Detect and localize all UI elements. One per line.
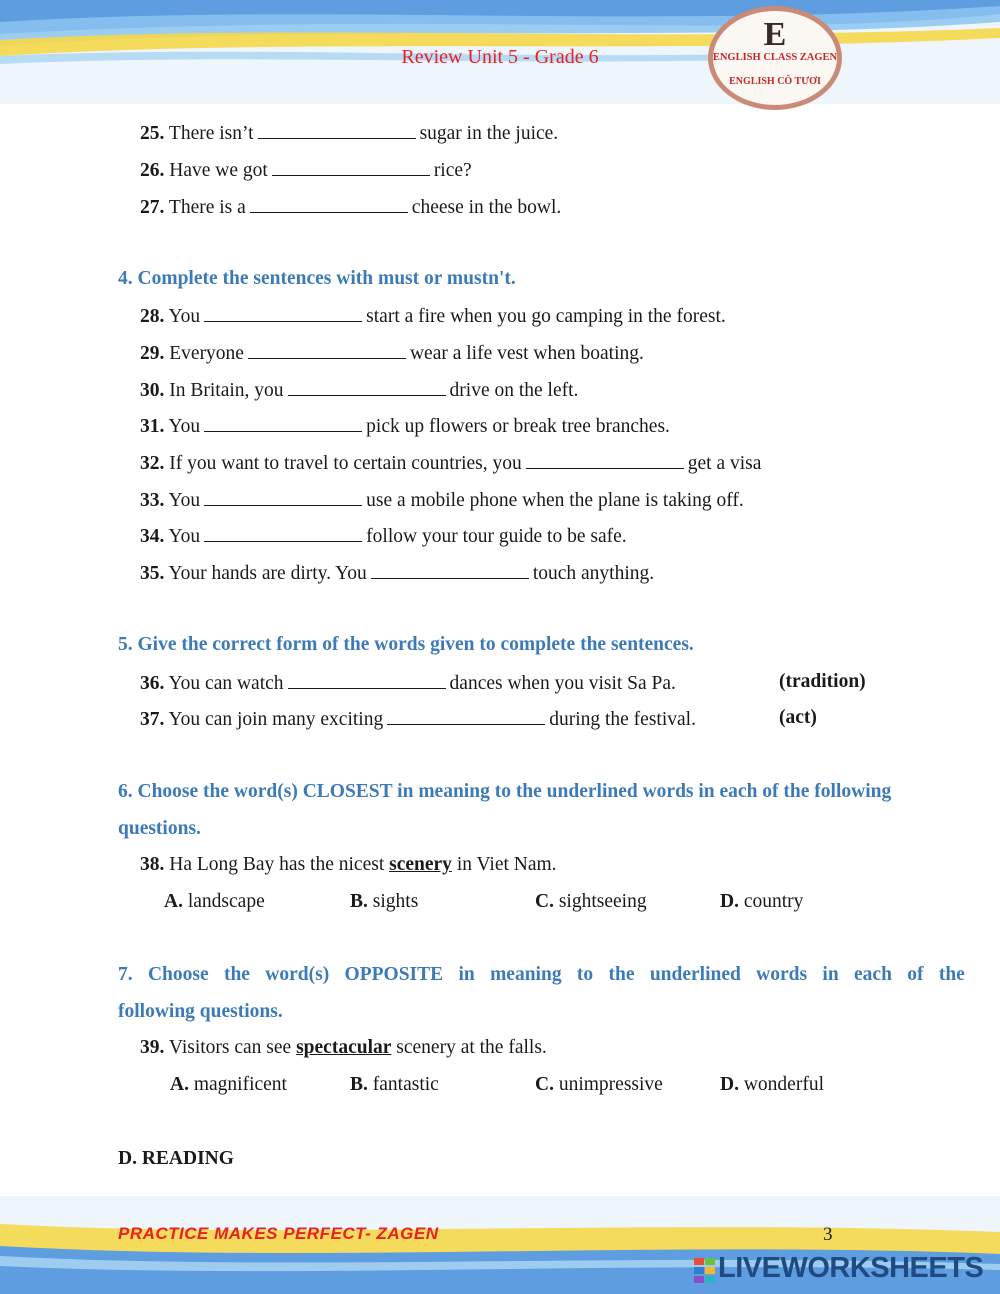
option-39-d[interactable]: D. wonderful [720, 1074, 824, 1095]
logo-letter: E [763, 16, 787, 53]
answer-blank[interactable] [258, 120, 416, 139]
answer-blank[interactable] [204, 523, 362, 542]
option-38-c[interactable]: C. sightseeing [535, 891, 647, 912]
footer-motto: PRACTICE MAKES PERFECT- ZAGEN [118, 1224, 439, 1243]
logo-text-sub: ENGLISH CÔ TƯƠI [729, 76, 821, 87]
liveworksheets-icon [694, 1258, 716, 1284]
option-38-b[interactable]: B. sights [350, 891, 419, 912]
section-5-heading: 5. Give the correct form of the words given to complete the sentences. [118, 634, 694, 655]
question-25: 25. There isn’t sugar in the juice. [140, 120, 558, 146]
answer-blank[interactable] [387, 706, 545, 725]
reading-heading: D. READING [118, 1148, 234, 1169]
question-30: 30. In Britain, you drive on the left. [140, 377, 578, 403]
answer-blank[interactable] [526, 450, 684, 469]
question-27: 27. There is a cheese in the bowl. [140, 194, 561, 220]
answer-blank[interactable] [250, 194, 408, 213]
section-6-heading: 6. Choose the word(s) CLOSEST in meaning to the underlined words in each of the following [118, 781, 892, 802]
word-hint-36: (tradition) [779, 671, 866, 692]
option-39-a[interactable]: A. magnificent [170, 1074, 287, 1095]
page-number: 3 [823, 1224, 833, 1245]
option-38-d[interactable]: D. country [720, 891, 804, 912]
question-28: 28. You start a fire when you go camping in the forest. [140, 303, 726, 329]
answer-blank[interactable] [272, 157, 430, 176]
answer-blank[interactable] [204, 487, 362, 506]
question-36: 36. You can watch dances when you visit Sa Pa. [140, 670, 676, 696]
question-39: 39. Visitors can see spectacular scenery at the falls. [140, 1037, 547, 1058]
section-6-heading-cont: questions. [118, 818, 201, 839]
answer-blank[interactable] [204, 413, 362, 432]
underlined-word: scenery [389, 854, 452, 875]
page-title: Review Unit 5 - Grade 6 [401, 46, 599, 68]
question-29: 29. Everyone wear a life vest when boating. [140, 340, 644, 366]
word-hint-37: (act) [779, 707, 817, 728]
answer-blank[interactable] [204, 303, 362, 322]
option-39-b[interactable]: B. fantastic [350, 1074, 439, 1095]
logo-text-main: ENGLISH CLASS ZAGEN [712, 52, 838, 63]
question-35: 35. Your hands are dirty. You touch anything. [140, 560, 654, 586]
question-38: 38. Ha Long Bay has the nicest scenery in Viet Nam. [140, 854, 557, 875]
section-4-heading: 4. Complete the sentences with must or mustn't. [118, 268, 516, 289]
answer-blank[interactable] [288, 377, 446, 396]
question-32: 32. If you want to travel to certain countries, you get a visa [140, 450, 761, 476]
question-37: 37. You can join many exciting during the festival. [140, 706, 696, 732]
question-31: 31. You pick up flowers or break tree branches. [140, 413, 670, 439]
question-26: 26. Have we got rice? [140, 157, 472, 183]
underlined-word: spectacular [296, 1037, 392, 1058]
answer-blank[interactable] [288, 670, 446, 689]
option-38-a[interactable]: A. landscape [164, 891, 265, 912]
section-7-heading-cont: following questions. [118, 1001, 283, 1022]
answer-blank[interactable] [371, 560, 529, 579]
question-34: 34. You follow your tour guide to be safe. [140, 523, 627, 549]
question-33: 33. You use a mobile phone when the plane is taking off. [140, 487, 744, 513]
answer-blank[interactable] [248, 340, 406, 359]
liveworksheets-logo[interactable]: LIVEWORKSHEETS [718, 1252, 984, 1284]
section-7-heading: 7. Choose the word(s) OPPOSITE in meaning to the underlined words in each of the [118, 964, 965, 985]
class-logo [705, 2, 845, 112]
option-39-c[interactable]: C. unimpressive [535, 1074, 663, 1095]
